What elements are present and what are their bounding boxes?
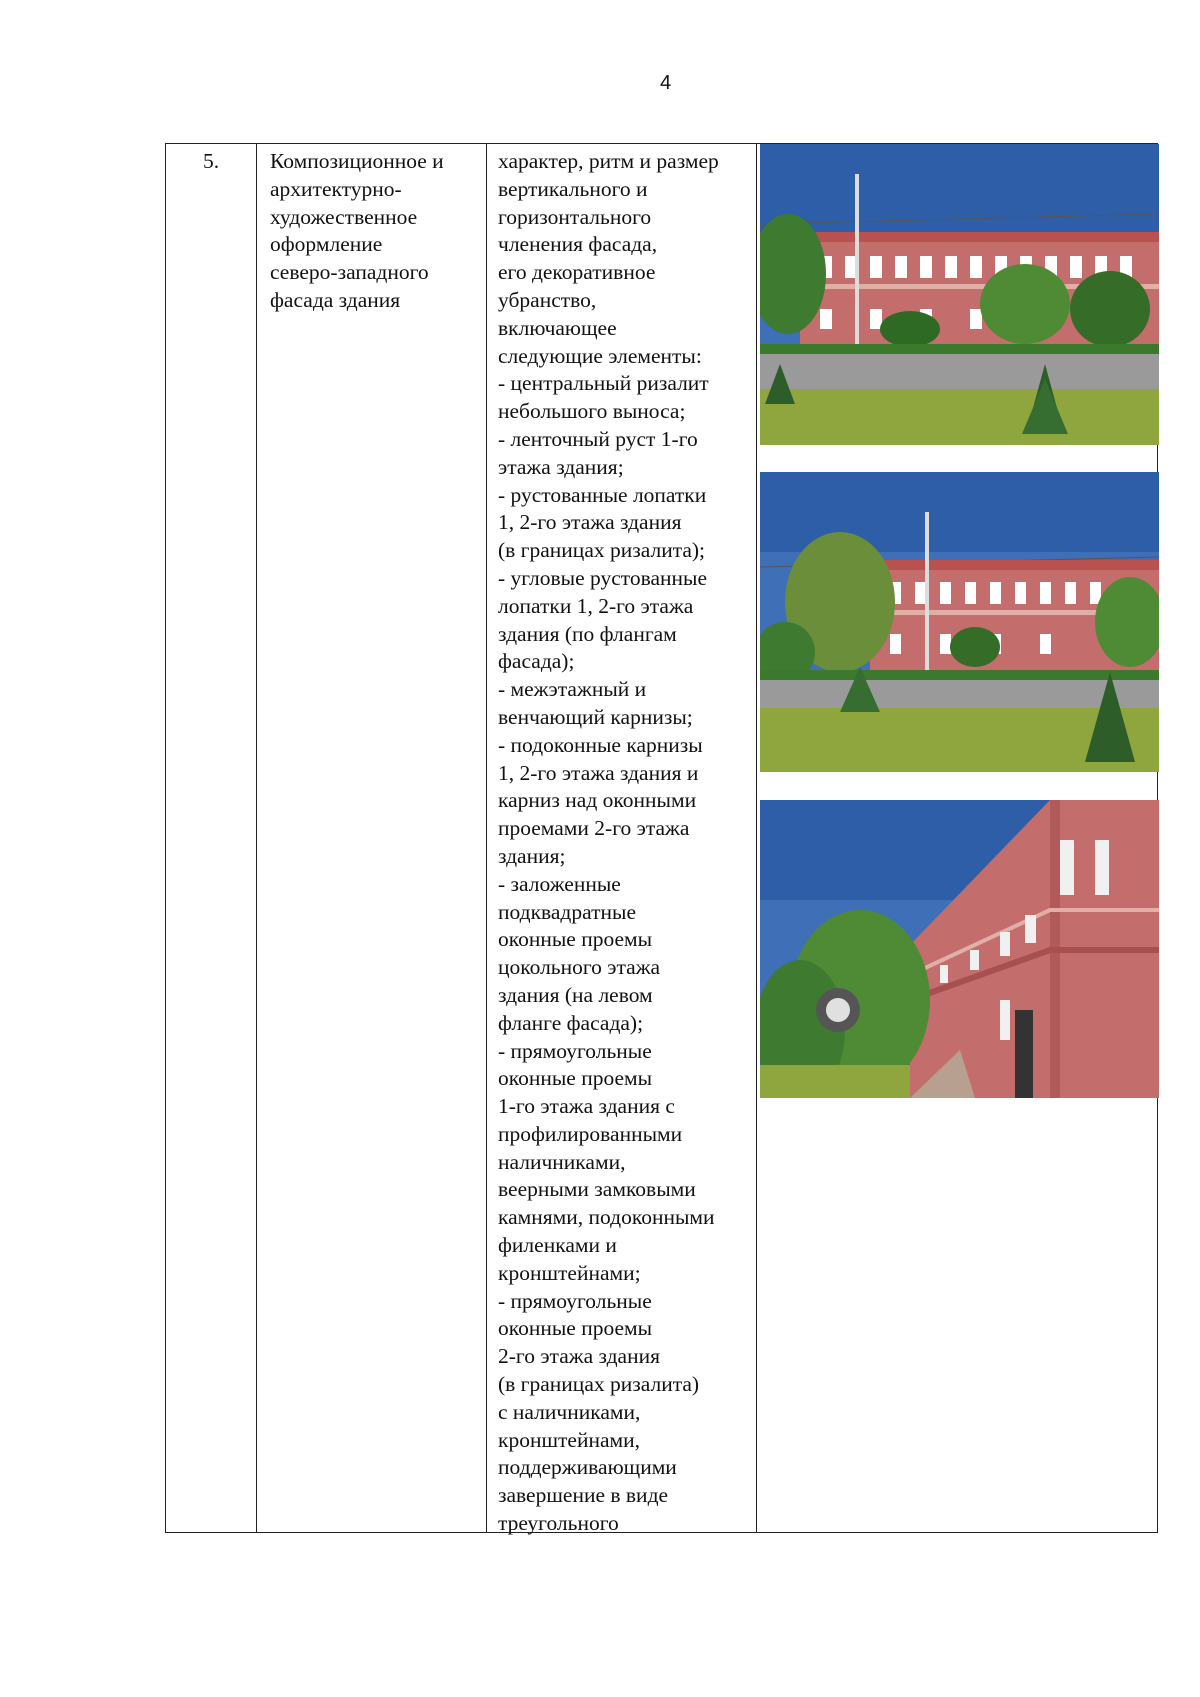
page-number: 4 bbox=[659, 72, 672, 94]
building-photo-front-2 bbox=[760, 472, 1159, 772]
building-photo-corner bbox=[760, 800, 1159, 1098]
column-divider bbox=[256, 144, 257, 1532]
row-number: 5. bbox=[202, 149, 220, 173]
building-photo-front-1 bbox=[760, 144, 1159, 445]
row-description: характер, ритм и размер вертикального и горизонтального членения фасада, его декоративное убранство, включающее следующие элементы: - центральный ризалит небольшого выноса; - ленточный руст 1-го этажа здания; - рустованные лопатки 1, 2-го этажа здания (в границах ризалита); - угловые рустованные лопатки 1, 2-го этажа здания (по флангам фасада); - межэтажный и венчающий карнизы; - подоконные карнизы 1, 2-го этажа здания и карниз над оконными проемами 2-го этажа здания; - заложенные подквадратные оконные проемы цокольного этажа здания (на левом фланге фасада); - прямоугольные оконные проемы 1-го этажа здания с профилированными наличниками, веерными замковыми камнями, подоконными филенками и кронштейнами; - прямоугольные оконные проемы 2-го этажа здания (в границах ризалита) с наличниками, кронштейнами, поддерживающими завершение в виде треугольного bbox=[498, 149, 719, 1536]
column-divider bbox=[486, 144, 487, 1532]
row-title: Композиционное и архитектурно- художественное оформление северо-западного фасада здания bbox=[270, 149, 444, 312]
facade-elements-table bbox=[165, 143, 1158, 1536]
